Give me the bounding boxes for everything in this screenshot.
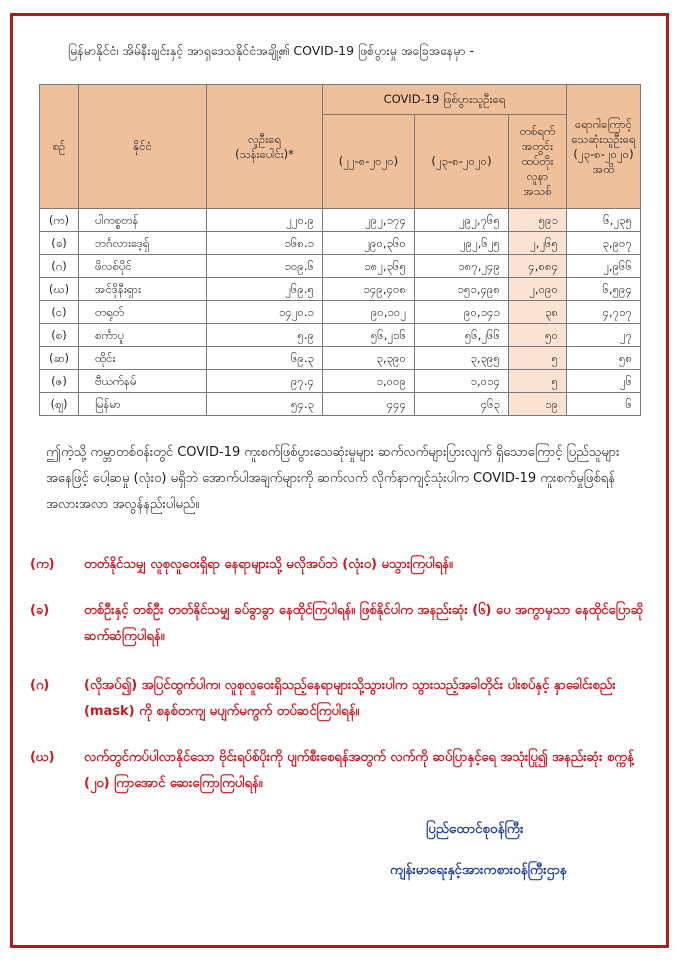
header-cases-date1: (၂၂-၈-၂၀၂၀) [323, 115, 415, 209]
cell-country: ထိုင်း [79, 347, 207, 370]
list-item [30, 598, 650, 644]
header-cases-date2: (၂၃-၈-၂၀၂၀) [415, 115, 509, 209]
list-item-marker: (က) [30, 557, 55, 572]
cell-no: (ဈ) [40, 393, 79, 416]
cell-population: ၅.၉ [207, 324, 323, 347]
list-item-text: တတ်နိုင်သမျှ လူစုလူဝေးရှိရာ နေရာများသို့ မလိုအပ်ဘဲ (လုံး၀) မသွားကြပါရန်။ [84, 557, 453, 572]
cell-deaths: ၄,၇၁၇ [567, 301, 641, 324]
cell-population: ၁၆၈.၁ [207, 232, 323, 255]
cell-population: ၅၄.၃ [207, 393, 323, 416]
cell-cases-date2: ၄၆၃ [415, 393, 509, 416]
cell-daily-new: ၂,၂၆၅ [509, 232, 567, 255]
cell-country: တရုတ် [79, 301, 207, 324]
cell-country: ပါကစ္စတန် [79, 209, 207, 232]
list-item-marker: (ခ) [30, 603, 50, 618]
list-item [30, 673, 650, 719]
cell-country: ဘင်္ဂလားဒေ့ရှ် [79, 232, 207, 255]
cell-cases-date2: ၁,၀၁၄ [415, 370, 509, 393]
table-row [40, 393, 641, 416]
cell-daily-new: ၃၈ [509, 301, 567, 324]
cell-country: အင်ဒိုနီးရှား [79, 278, 207, 301]
list-item-text: လက်တွင်ကပ်ပါလာနိုင်သော ဗိုင်းရပ်စ်ပိုးကို ပျက်စီးစေရန်အတွက် လက်ကို ဆပ်ပြာနှင့်ရေ အသုံးပြု၍ အနည်းဆုံး စက္ကန့် (၂၀) ကြာအောင် ဆေးကြောကြပါရန်။ [84, 750, 634, 791]
list-item [30, 552, 650, 578]
header-cases-group: COVID-19 ဖြစ်ပွားသူဦးရေ [323, 85, 567, 115]
cell-cases-date1: ၂၉၂,၁၇၄ [323, 209, 415, 232]
cell-daily-new: ၂,၀၉၀ [509, 278, 567, 301]
header-population: လူဦးရေ (သန်းပေါင်း)* [207, 85, 323, 209]
cell-deaths: ၂၆ [567, 370, 641, 393]
cell-no: (ဃ) [40, 278, 79, 301]
cell-cases-date2: ၃,၃၉၅ [415, 347, 509, 370]
table-row [40, 209, 641, 232]
table-row [40, 232, 641, 255]
cell-no: (င) [40, 301, 79, 324]
header-no: စဉ် [40, 85, 79, 209]
header-deaths: ရောဂါကြောင့် သေဆုံးသူဦးရေ (၂၃-၈-၂၀၂၀) အထိ [567, 85, 641, 209]
cell-no: (ဇ) [40, 370, 79, 393]
cell-population: ၂၂၀.၉ [207, 209, 323, 232]
cell-population: ၁၄၂၀.၁ [207, 301, 323, 324]
table-row [40, 278, 641, 301]
table-row [40, 255, 641, 278]
cell-daily-new: ၄,၈၈၄ [509, 255, 567, 278]
cell-cases-date1: ၁,၀၀၉ [323, 370, 415, 393]
signature-ministry: ကျန်းမာရေးနှင့်အားကစားဝန်ကြီးဌာန [390, 862, 567, 878]
cell-daily-new: ၅ [509, 347, 567, 370]
cell-daily-new: ၁၉ [509, 393, 567, 416]
cell-deaths: ၆,၂၃၅ [567, 209, 641, 232]
cell-cases-date2: ၂၉၂,၇၆၅ [415, 209, 509, 232]
cell-no: (ဂ) [40, 255, 79, 278]
cell-cases-date2: ၅၆,၂၆၆ [415, 324, 509, 347]
cell-population: ၆၉.၃ [207, 347, 323, 370]
cell-deaths: ၃,၉၀၇ [567, 232, 641, 255]
cell-cases-date2: ၁၅၁,၄၉၈ [415, 278, 509, 301]
list-item [30, 745, 650, 791]
cell-country: ဗီယက်နမ် [79, 370, 207, 393]
table-row [40, 324, 641, 347]
cell-population: ၂၆၉.၅ [207, 278, 323, 301]
cell-no: (ခ) [40, 232, 79, 255]
list-item-marker: (ဂ) [30, 678, 50, 693]
cell-cases-date1: ၉၀,၁၀၂ [323, 301, 415, 324]
cell-daily-new: ၅ [509, 370, 567, 393]
cell-country: မြန်မာ [79, 393, 207, 416]
covid-table [39, 84, 641, 416]
cell-no: (စ) [40, 324, 79, 347]
cell-no: (ဆ) [40, 347, 79, 370]
cell-cases-date1: ၃,၃၉၀ [323, 347, 415, 370]
cell-cases-date1: ၁၈၂,၃၆၅ [323, 255, 415, 278]
table-body [40, 209, 641, 416]
cell-cases-date2: ၉၀,၁၄၁ [415, 301, 509, 324]
table-row [40, 301, 641, 324]
cell-cases-date1: ၁၄၉,၄၀၈ [323, 278, 415, 301]
header-country: နိုင်ငံ [79, 85, 207, 209]
cell-population: ၉၇.၄ [207, 370, 323, 393]
cell-deaths: ၂,၉၆၆ [567, 255, 641, 278]
table-row [40, 370, 641, 393]
cell-deaths: ၆,၅၉၄ [567, 278, 641, 301]
list-item-marker: (ဃ) [30, 750, 55, 765]
cell-deaths: ၅၈ [567, 347, 641, 370]
cell-population: ၁၀၉.၆ [207, 255, 323, 278]
cell-no: (က) [40, 209, 79, 232]
cell-daily-new: ၅၉၁ [509, 209, 567, 232]
header-daily-new: တစ်ရက် အတွင်း ထပ်တိုး လူနာအသစ် [509, 115, 567, 209]
list-item-text: တစ်ဦးနှင့် တစ်ဦး တတ်နိုင်သမျှ ခပ်ခွာခွာ နေထိုင်ကြပါရန်။ ဖြစ်နိုင်ပါက အနည်းဆုံး (၆) ပေ အကွာမှသာ နေထိုင်ပြောဆိုဆက်ဆံကြပါရန်။ [84, 603, 644, 644]
list-item-text: (လိုအပ်၍) အပြင်ထွက်ပါက၊ လူစုလူဝေးရှိသည့်နေရာများသို့သွားပါက သွားသည့်အခါတိုင်း ပါးစပ်နှင့် နှာခေါင်းစည်း (mask) ကို စနစ်တကျ မပျက်မကွက် တပ်ဆင်ကြပါရန်။ [84, 678, 616, 719]
cell-cases-date2: ၂၉၂,၆၂၅ [415, 232, 509, 255]
signature-title: ပြည်ထောင်စုဝန်ကြီး [426, 821, 524, 837]
cell-deaths: ၂၇ [567, 324, 641, 347]
cell-country: စင်္ကာပူ [79, 324, 207, 347]
cell-cases-date2: ၁၈၇,၂၄၉ [415, 255, 509, 278]
cell-country: ဖိလစ်ပိုင် [79, 255, 207, 278]
cell-cases-date1: ၅၆,၂၁၆ [323, 324, 415, 347]
cell-cases-date1: ၂၉၀,၃၆၀ [323, 232, 415, 255]
page-title: မြန်မာနိုင်ငံ၊ အိမ်နီးချင်းနှင့် အာရှဒေသနိုင်ငံအချို့၏ COVID-19 ဖြစ်ပွားမှု အခြေအနေမှာ - [68, 43, 474, 58]
cell-cases-date1: ၄၄၄ [323, 393, 415, 416]
advisory-paragraph: ဤကဲ့သို့ ကမ္ဘာတစ်ဝန်းတွင် COVID-19 ကူးစက်ဖြစ်ပွားသေဆုံးမှုများ ဆက်လက်များပြားလျက် ရှိသောကြောင့် ပြည်သူများအနေဖြင့် ပေါ့ဆမှု (လုံး၀) မရှိဘဲ အောက်ပါအချက်များကို ဆက်လက် လိုက်နာကျင့်သုံးပါက COVID-19 ကူးစက်မှုဖြစ်ရန် အလားအလာ အလွန်နည်းပါမည်။ [46, 445, 620, 512]
cell-daily-new: ၅၀ [509, 324, 567, 347]
cell-deaths: ၆ [567, 393, 641, 416]
table-row [40, 347, 641, 370]
